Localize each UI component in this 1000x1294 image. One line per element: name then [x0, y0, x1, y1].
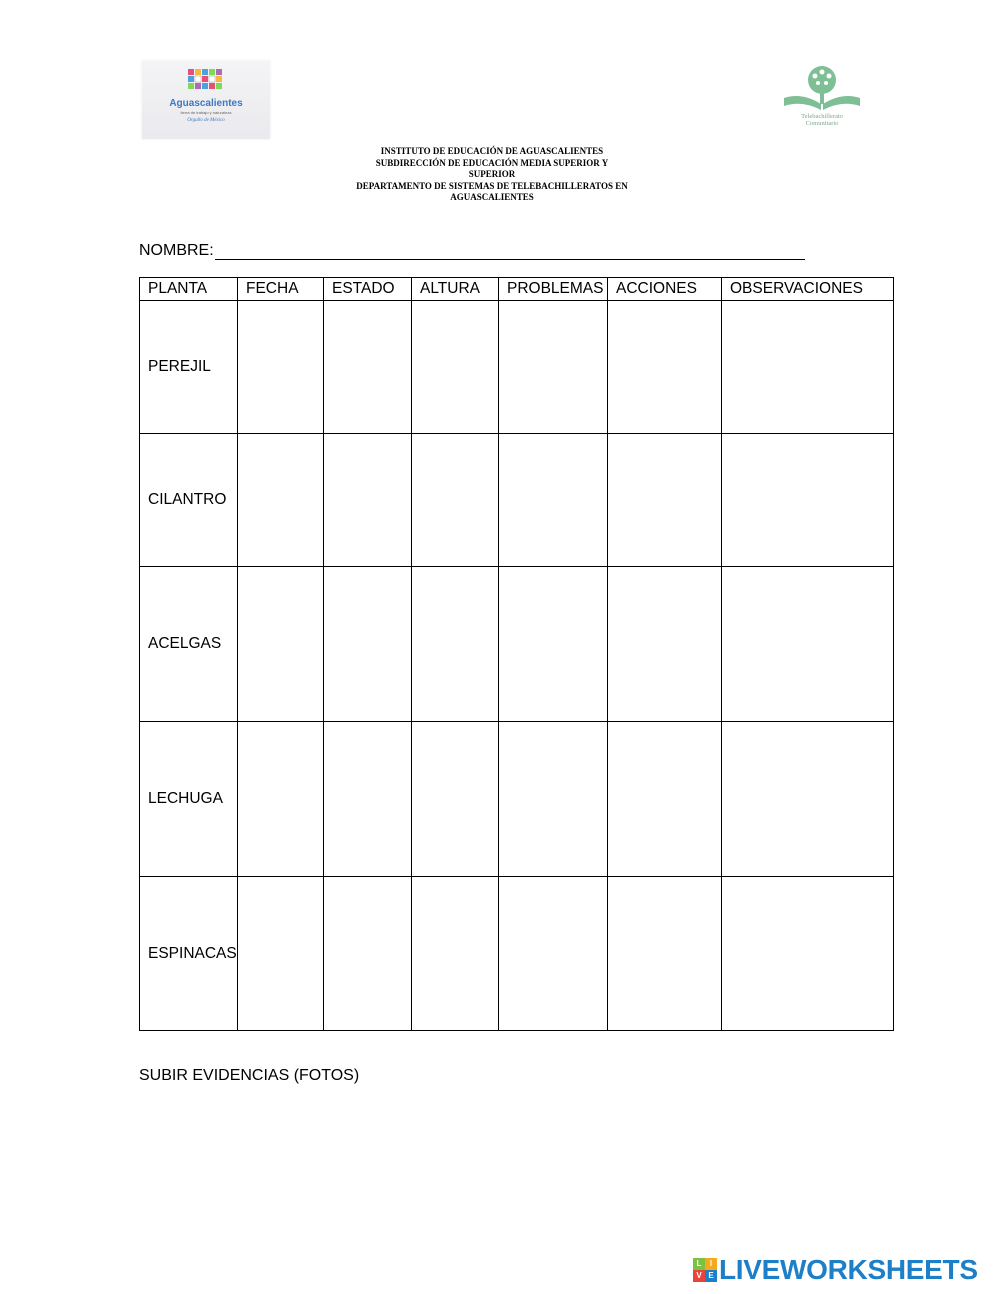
input-cell[interactable]: [722, 567, 894, 722]
input-cell[interactable]: [608, 301, 722, 434]
logo-left-signature: Orgullo de México: [187, 118, 225, 123]
logo-left-subtext: tierra de trabajo y naturaleza: [180, 110, 232, 115]
header-line-2: SUBDIRECCIÓN DE EDUCACIÓN MEDIA SUPERIOR Y SUPERIOR: [375, 157, 609, 179]
input-cell[interactable]: [238, 434, 324, 567]
table-row: [140, 567, 894, 722]
evidence-label: SUBIR EVIDENCIAS (FOTOS): [139, 1067, 360, 1084]
col-header-observaciones: OBSERVACIONES: [722, 278, 894, 301]
input-cell[interactable]: [238, 722, 324, 877]
aguascalientes-logo: [142, 61, 270, 139]
row-label-perejil: PEREJIL: [140, 301, 238, 434]
input-cell[interactable]: [238, 877, 324, 1031]
input-cell[interactable]: [324, 301, 412, 434]
input-cell[interactable]: [499, 877, 608, 1031]
liveworksheets-badge-icon: [693, 1258, 717, 1282]
table-row: [140, 722, 894, 877]
col-header-fecha: FECHA: [238, 278, 324, 301]
institution-header: [300, 146, 684, 204]
input-cell[interactable]: [324, 434, 412, 567]
input-cell[interactable]: [722, 434, 894, 567]
header-line-1: INSTITUTO DE EDUCACIÓN DE AGUASCALIENTES: [380, 146, 604, 156]
input-cell[interactable]: [722, 301, 894, 434]
input-cell[interactable]: [722, 877, 894, 1031]
badge-letter: V: [693, 1270, 705, 1282]
input-cell[interactable]: [412, 877, 499, 1031]
col-header-estado: ESTADO: [324, 278, 412, 301]
col-header-planta: PLANTA: [140, 278, 238, 301]
logo-mosaic: [188, 69, 222, 89]
input-cell[interactable]: [722, 722, 894, 877]
input-cell[interactable]: [412, 722, 499, 877]
input-cell[interactable]: [608, 877, 722, 1031]
table-row: [140, 434, 894, 567]
input-cell[interactable]: [412, 301, 499, 434]
row-label-lechuga: LECHUGA: [140, 722, 238, 877]
input-cell[interactable]: [499, 567, 608, 722]
liveworksheets-brand: [693, 1254, 978, 1286]
col-header-acciones: ACCIONES: [608, 278, 722, 301]
input-cell[interactable]: [324, 567, 412, 722]
col-header-problemas: PROBLEMAS: [499, 278, 608, 301]
input-cell[interactable]: [412, 567, 499, 722]
input-cell[interactable]: [499, 301, 608, 434]
telebachillerato-logo: [782, 64, 862, 130]
logo-right-line1: Telebachillerato: [801, 113, 843, 120]
logo-right-line2: Comunitario: [805, 120, 839, 127]
badge-letter: I: [705, 1258, 717, 1270]
name-input-line[interactable]: [215, 243, 805, 260]
input-cell[interactable]: [324, 722, 412, 877]
col-header-altura: ALTURA: [412, 278, 499, 301]
table-row: [140, 877, 894, 1031]
input-cell[interactable]: [324, 877, 412, 1031]
input-cell[interactable]: [608, 434, 722, 567]
liveworksheets-wordmark: LIVEWORKSHEETS: [719, 1254, 978, 1285]
name-label: NOMBRE:: [139, 242, 214, 259]
plant-tracking-table: [139, 277, 894, 1031]
row-label-espinacas: ESPINACAS: [140, 877, 238, 1031]
input-cell[interactable]: [499, 722, 608, 877]
logo-left-title: Aguascalientes: [169, 98, 243, 109]
input-cell[interactable]: [608, 722, 722, 877]
table-header-row: [140, 278, 894, 301]
badge-letter: E: [705, 1270, 717, 1282]
row-label-acelgas: ACELGAS: [140, 567, 238, 722]
badge-letter: L: [693, 1258, 705, 1270]
row-label-cilantro: CILANTRO: [140, 434, 238, 567]
input-cell[interactable]: [608, 567, 722, 722]
table-row: [140, 301, 894, 434]
input-cell[interactable]: [499, 434, 608, 567]
input-cell[interactable]: [412, 434, 499, 567]
name-field: [139, 242, 805, 260]
header-line-3: DEPARTAMENTO DE SISTEMAS DE TELEBACHILLERATOS EN AGUASCALIENTES: [356, 180, 628, 202]
input-cell[interactable]: [238, 301, 324, 434]
input-cell[interactable]: [238, 567, 324, 722]
